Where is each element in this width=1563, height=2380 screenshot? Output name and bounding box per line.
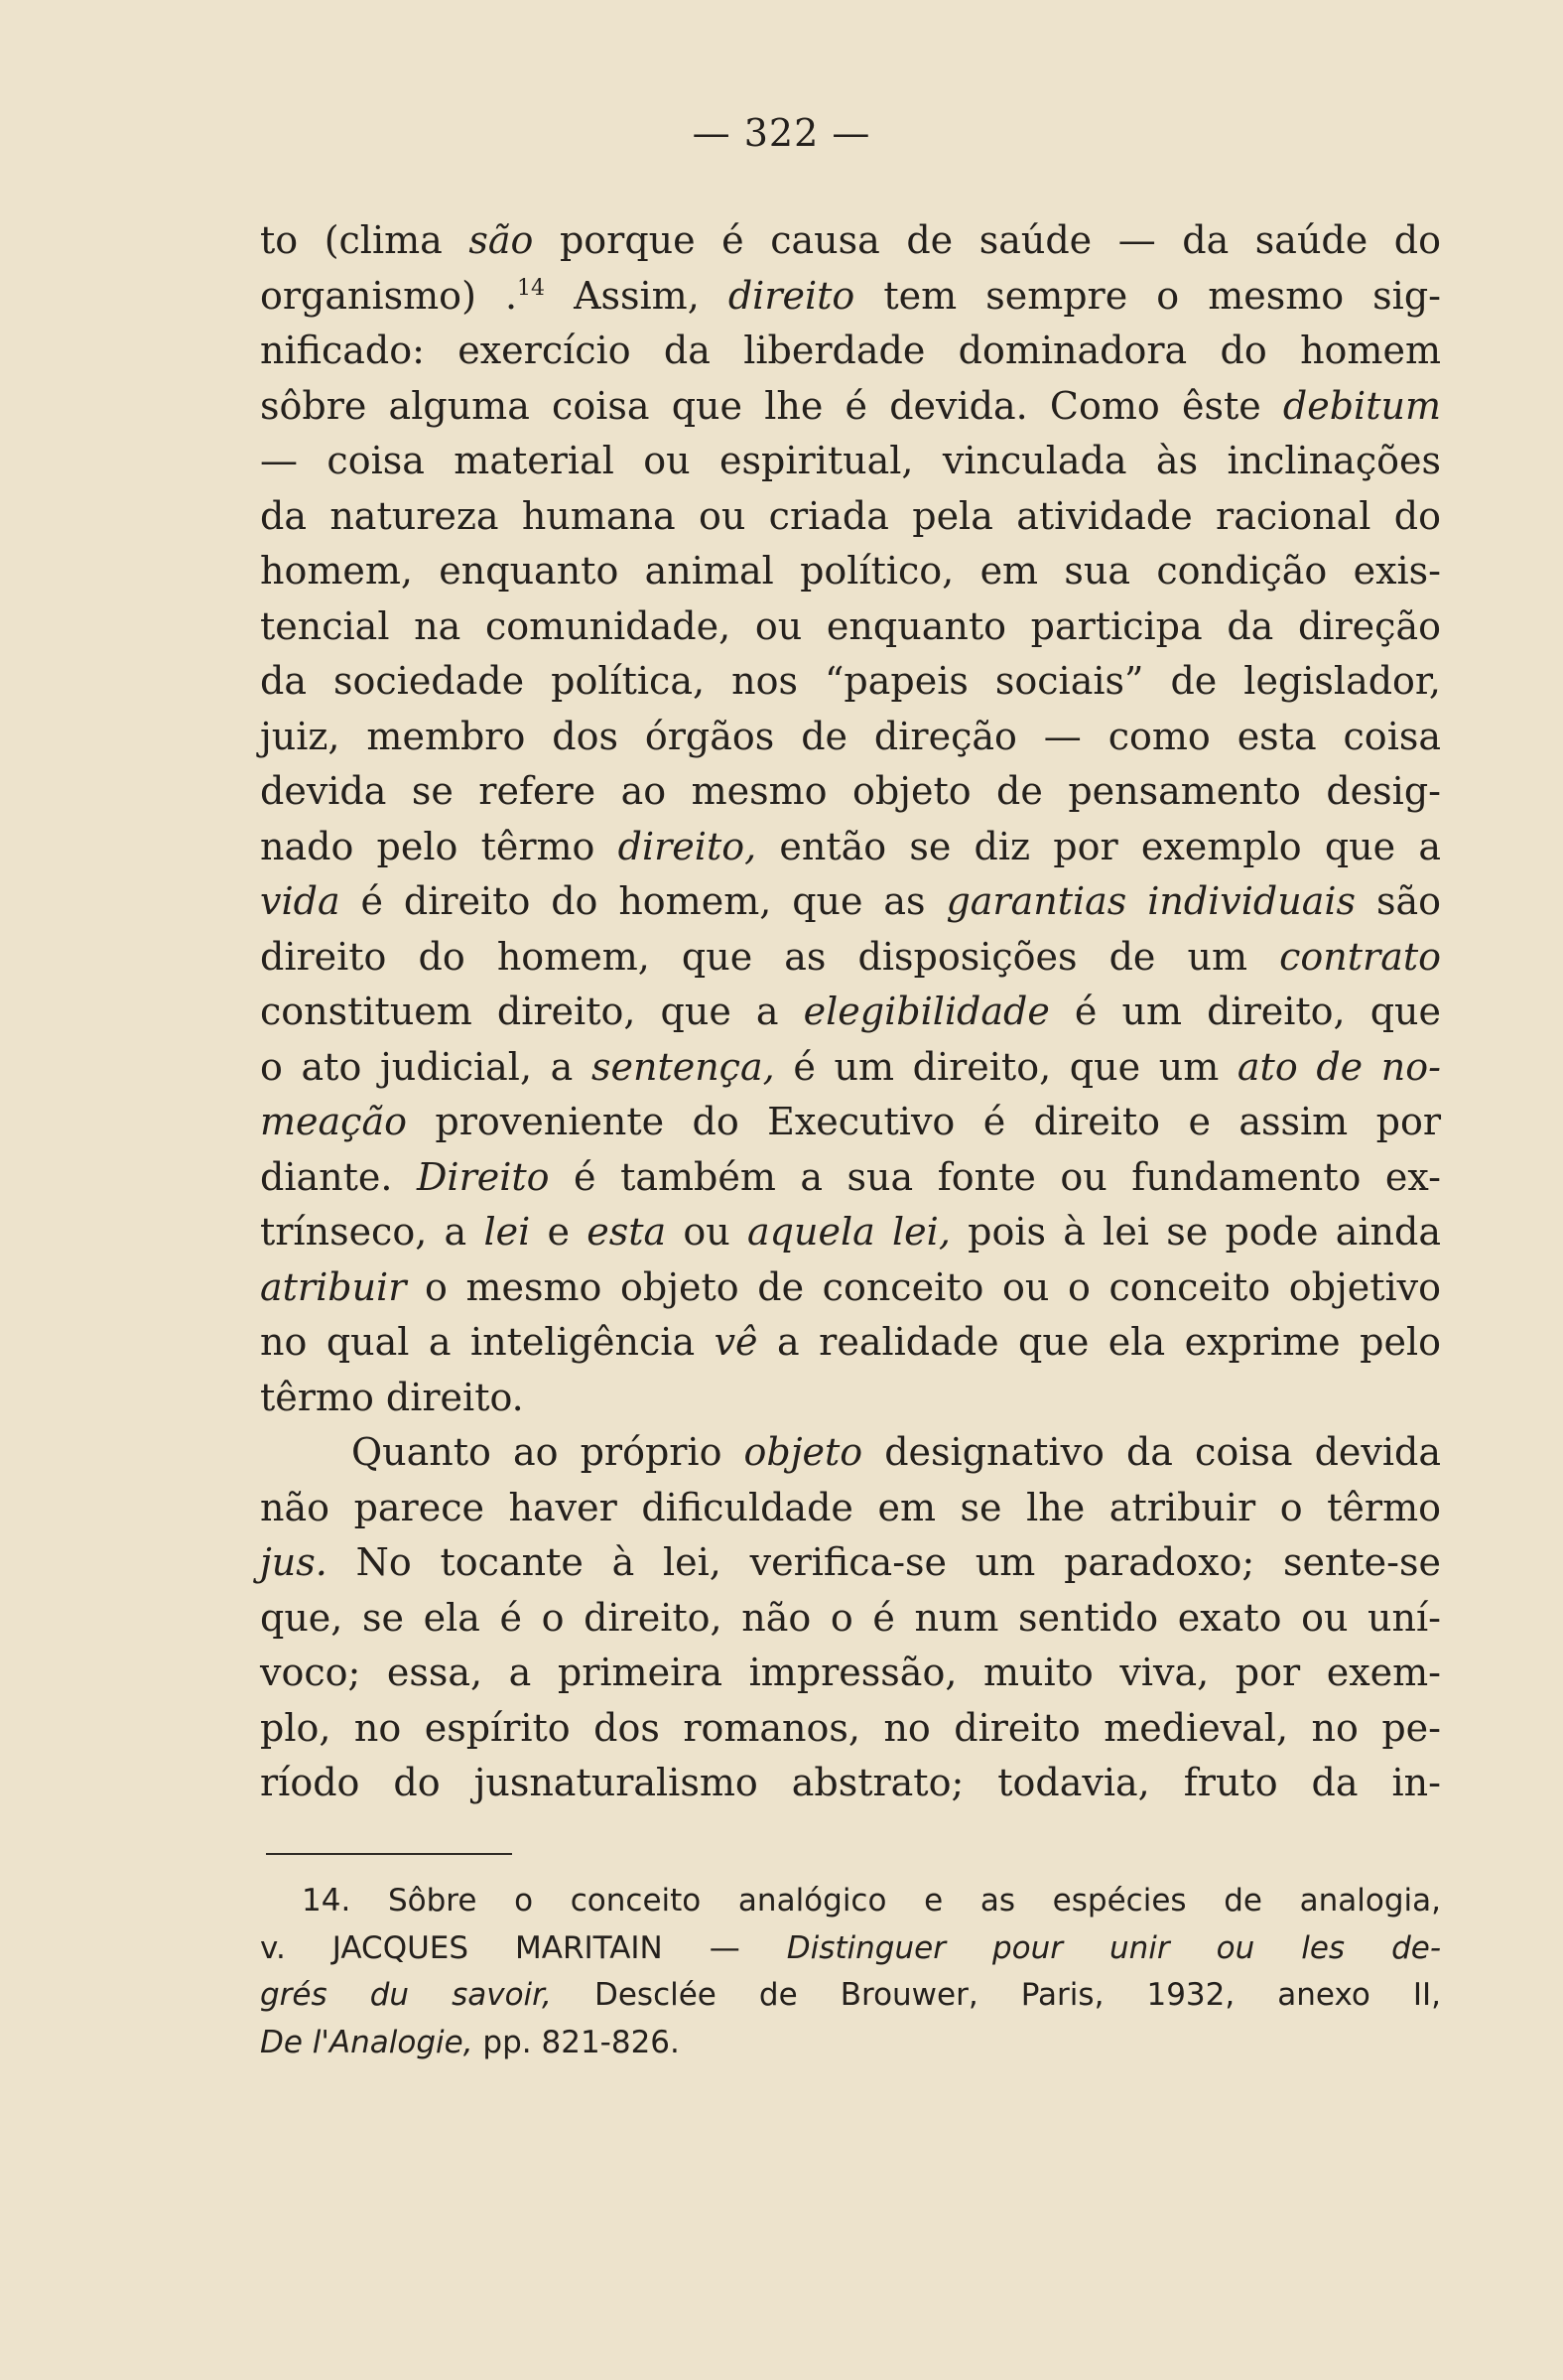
italic-text: direito, [617, 824, 757, 868]
footnote-reference: 14 [517, 275, 546, 301]
body-text-line [260, 1481, 1441, 1536]
body-text-line [260, 1095, 1441, 1150]
text-run: são [1356, 879, 1441, 923]
italic-text: aquela lei, [747, 1210, 951, 1254]
text-run: plo, no espírito dos romanos, no direito medieval, no pe- [260, 1705, 1441, 1750]
body-text-line [260, 324, 1441, 379]
body-text-line [260, 654, 1441, 710]
text-run: é direito do homem, que as [339, 879, 947, 923]
text-run: e [530, 1210, 587, 1254]
italic-text: vê [714, 1320, 758, 1364]
footnote-line [260, 1972, 1441, 2020]
body-text-line [260, 1425, 1441, 1481]
body-text-line [260, 985, 1441, 1040]
italic-text: elegibilidade [803, 990, 1050, 1033]
italic-text: atribuir [260, 1264, 407, 1309]
body-text-line [260, 930, 1441, 986]
text-run: que, se ela é o direito, não o é num sentido exato ou uní- [260, 1595, 1441, 1640]
italic-text: grés du savoir, [260, 1977, 552, 2013]
text-run: o ato judicial, a [260, 1044, 591, 1089]
italic-text: Distinguer pour unir ou les de- [786, 1929, 1441, 1966]
italic-text: esta [586, 1210, 667, 1254]
text-run: no qual a inteligência [260, 1320, 715, 1364]
text-run: Assim, [545, 273, 728, 318]
text-run: Desclée de Brouwer, Paris, 1932, anexo II, [551, 1977, 1442, 2013]
text-run: designativo da coisa devida [862, 1430, 1441, 1474]
italic-text: lei [483, 1210, 531, 1254]
body-text-line [260, 379, 1441, 435]
text-run: pp. 821-826. [472, 2024, 680, 2060]
text-run: nado pelo têrmo [260, 824, 618, 868]
text-run: ríodo do jusnaturalismo abstrato; todavia, fruto da in- [260, 1761, 1441, 1804]
text-run: organismo) . [260, 273, 518, 318]
text-run: — coisa material ou espiritual, vinculada às inclinações [260, 439, 1441, 482]
text-run: pois à lei se pode ainda [950, 1210, 1441, 1254]
body-text-line [260, 1646, 1441, 1701]
page-number: — 322 — [692, 111, 871, 155]
italic-text: debitum [1282, 383, 1441, 428]
text-run: proveniente do Executivo é direito e assim por [407, 1100, 1441, 1143]
body-text-line [260, 1150, 1441, 1206]
text-run: têrmo direito. [260, 1375, 524, 1419]
body-text-line [260, 1205, 1441, 1260]
text-run: direito do homem, que as disposições de um [260, 934, 1280, 979]
body-text-line [260, 1535, 1441, 1591]
body-text [260, 213, 1441, 1811]
italic-text: vida [260, 879, 340, 923]
text-run: v. JACQUES MARITAIN — [260, 1929, 787, 1966]
body-text-line [260, 1260, 1441, 1316]
text-run: constituem direito, que a [260, 990, 804, 1033]
footnotes [260, 1878, 1441, 2066]
text-run: 14. Sôbre o conceito analógico e as espécies de analogia, [302, 1883, 1441, 1918]
body-text-line [260, 544, 1441, 599]
body-text-line [260, 489, 1441, 545]
text-run: porque é causa de saúde — da saúde do [533, 218, 1441, 262]
italic-text: garantias individuais [946, 879, 1357, 923]
text-run: então se diz por exemplo que a [756, 824, 1442, 868]
text-run: ou [666, 1210, 748, 1254]
text-run: a realidade que ela exprime pelo [757, 1320, 1441, 1364]
footnote-line [260, 1878, 1441, 1925]
body-text-line [260, 764, 1441, 820]
footnote-divider [266, 1853, 512, 1855]
body-text-line [260, 820, 1441, 875]
body-text-line [260, 1701, 1441, 1757]
italic-text: são [468, 218, 534, 262]
text-run: da natureza humana ou criada pela atividade racional do [260, 493, 1441, 538]
text-run: da sociedade política, nos “papeis sociais” de legislador, [260, 659, 1441, 703]
text-run: é um direito, que um [774, 1044, 1237, 1089]
body-text-line [260, 1756, 1441, 1811]
body-text-line [260, 1591, 1441, 1647]
text-run: nificado: exercício da liberdade dominadora do homem [260, 329, 1441, 372]
body-text-line [260, 434, 1441, 489]
body-text-line [260, 874, 1441, 930]
body-text-line [260, 213, 1441, 269]
text-run: diante. [260, 1154, 417, 1199]
italic-text: sentença, [590, 1044, 775, 1089]
body-text-line [260, 269, 1441, 325]
italic-text: contrato [1279, 934, 1441, 979]
text-run: homem, enquanto animal político, em sua condição exis- [260, 549, 1441, 593]
text-run: tem sempre o mesmo sig- [854, 273, 1441, 318]
body-text-line [260, 1315, 1441, 1371]
italic-text: direito [727, 273, 855, 318]
text-run: trínseco, a [260, 1210, 484, 1254]
footnote-line [260, 1925, 1441, 1973]
italic-text: Direito [416, 1154, 550, 1199]
body-text-line [260, 599, 1441, 655]
text-run: No tocante à lei, verifica-se um paradoxo; sente-se [326, 1540, 1441, 1584]
text-run: é um direito, que [1049, 990, 1441, 1033]
italic-text: jus. [260, 1540, 327, 1584]
text-run: juiz, membro dos órgãos de direção — como esta coisa [260, 714, 1441, 758]
body-text-line [260, 1371, 1441, 1426]
text-run: sôbre alguma coisa que lhe é devida. Como êste [260, 383, 1283, 428]
text-run: não parece haver dificuldade em se lhe atribuir o têrmo [260, 1485, 1441, 1529]
text-run: o mesmo objeto de conceito ou o conceito objetivo [406, 1264, 1441, 1309]
body-text-line [260, 1040, 1441, 1096]
body-text-line [260, 710, 1441, 765]
text-run: voco; essa, a primeira impressão, muito viva, por exem- [260, 1651, 1441, 1694]
italic-text: meação [260, 1100, 407, 1143]
italic-text: objeto [743, 1430, 863, 1474]
footnote-line [260, 2020, 1441, 2067]
text-run: tencial na comunidade, ou enquanto participa da direção [260, 603, 1441, 648]
text-run: to (clima [260, 218, 469, 262]
text-run: devida se refere ao mesmo objeto de pensamento desig- [260, 769, 1441, 813]
text-run: Quanto ao próprio [351, 1430, 744, 1474]
italic-text: De l'Analogie, [260, 2024, 473, 2060]
italic-text: ato de no- [1237, 1044, 1441, 1089]
text-run: é também a sua fonte ou fundamento ex- [549, 1154, 1441, 1199]
